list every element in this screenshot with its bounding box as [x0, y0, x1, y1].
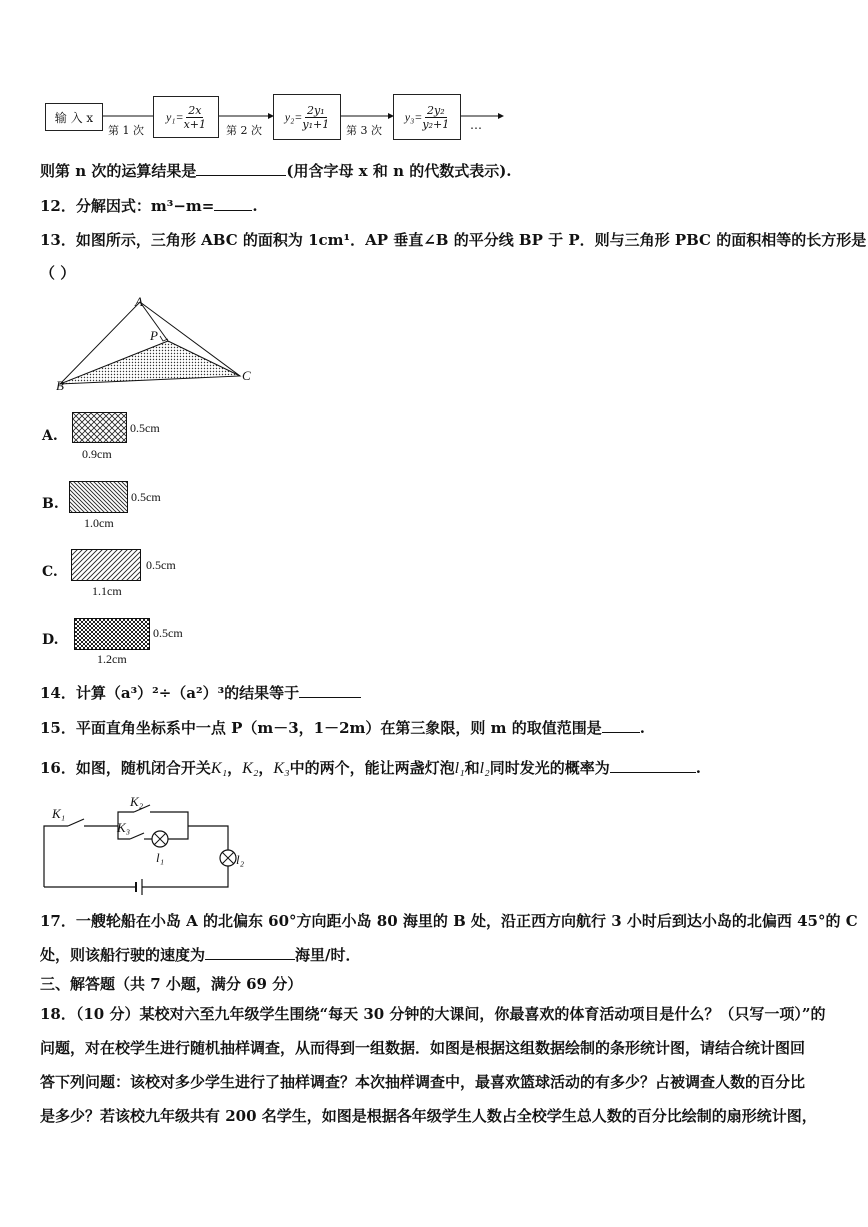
step-3-label: 第 3 次	[346, 124, 382, 137]
q15-answer-blank[interactable]	[602, 732, 640, 733]
input-label: 输 入 x	[54, 110, 94, 125]
circuit-l1-label: l₁	[156, 850, 165, 865]
q16-mid: 中的两个，能让两盏灯泡	[289, 759, 455, 777]
y2-fraction	[302, 104, 329, 131]
option-d-rect	[74, 618, 150, 650]
q16-sep2: ，	[258, 759, 274, 777]
q18-line-2	[40, 1037, 805, 1058]
q16-k3: K₃	[273, 760, 290, 777]
q13-text: 13．如图所示，三角形 ABC 的面积为 1cm¹．AP 垂直∠B 的平分线 BP 于 P．则与三角形 PBC 的面积相等的长方形是	[40, 231, 867, 249]
q16-post: 同时发光的概率为	[489, 759, 610, 777]
q14-line	[40, 682, 361, 703]
q18-text-3: 答下列问题：该校对多少学生进行了抽样调查？本次抽样调查中，最喜欢篮球活动的有多少？占被调查人数的百分比	[40, 1073, 806, 1091]
q13-line	[40, 229, 866, 250]
y1-lhs: y₁=	[165, 109, 184, 124]
q11-prefix: 则第 n 次的运算结果是	[40, 162, 197, 180]
q16-l1: l₁	[454, 760, 465, 777]
option-d-width: 1.2cm	[97, 652, 127, 666]
vertex-p-label: P	[150, 328, 158, 343]
q14-answer-blank[interactable]	[299, 697, 361, 698]
circuit-k2-label: K₂	[130, 794, 144, 809]
q17-text-2-pre: 处，则该船行驶的速度为	[40, 946, 206, 964]
q12-end: .	[252, 197, 258, 215]
y3-denominator: y₂+1	[422, 117, 450, 131]
circuit-diagram	[40, 795, 255, 895]
q16-and: 和	[464, 759, 480, 777]
q18-line-4	[40, 1105, 817, 1126]
y2-denominator: y₁+1	[302, 117, 330, 131]
vertex-c-label: C	[242, 368, 251, 383]
y1-fraction	[184, 104, 206, 131]
q18-text-1: 18．（10 分）某校对六至九年级学生围绕“每天 30 分钟的大课间，你最喜欢的体育活动项目是什么？（只写一项）”的	[40, 1005, 826, 1023]
option-b-rect	[69, 481, 128, 513]
input-box	[45, 103, 103, 131]
option-a-height: 0.5cm	[130, 421, 160, 435]
q13-paren: （ ）	[40, 264, 76, 282]
y1-box	[153, 96, 219, 138]
q18-line-3	[40, 1071, 805, 1092]
q16-k1: K₁	[210, 760, 228, 777]
step-1-label: 第 1 次	[108, 124, 144, 137]
y3-box	[393, 94, 461, 140]
option-c-rect	[71, 549, 141, 581]
triangle-figure	[50, 292, 270, 396]
q16-k2: K₂	[242, 760, 259, 777]
q16-answer-blank[interactable]	[610, 772, 696, 773]
vertex-b-label: B	[56, 378, 64, 393]
q17-text-1: 17．一艘轮船在小岛 A 的北偏东 60°方向距小岛 80 海里的 B 处，沿正西方向航行 3 小时后到达小岛的北偏西 45°的 C	[40, 912, 858, 930]
q11-suffix: (用含字母 x 和 n 的代数式表示).	[286, 162, 512, 180]
circuit-k1-label: K₁	[52, 806, 66, 821]
q17-text-2-post: 海里/时．	[295, 946, 361, 964]
option-a-letter: A.	[42, 428, 58, 444]
step-2-label: 第 2 次	[226, 124, 262, 137]
q15-line	[40, 717, 645, 738]
q17-line-1	[40, 910, 858, 931]
q14-text: 14．计算（a³）²÷（a²）³的结果等于	[40, 684, 300, 702]
section-3-title	[40, 973, 302, 994]
vertex-a-label: A	[135, 294, 143, 309]
y3-fraction	[422, 104, 449, 131]
q11-line	[40, 160, 512, 181]
option-c-height: 0.5cm	[146, 558, 176, 572]
option-b-width: 1.0cm	[84, 516, 114, 530]
y1-numerator: 2x	[188, 103, 202, 117]
option-c-letter: C.	[42, 564, 58, 580]
q12-text: 12．分解因式：m³−m=	[40, 197, 215, 215]
q16-sep1: ，	[227, 759, 243, 777]
q16-l2: l₂	[479, 760, 490, 777]
q15-text: 15．平面直角坐标系中一点 P（m－3，1－2m）在第三象限，则 m 的取值范围是	[40, 719, 602, 737]
section-3-title-text: 三、解答题（共 7 小题，满分 69 分）	[40, 975, 303, 993]
y2-numerator: 2y₁	[306, 103, 325, 117]
q12-line	[40, 195, 258, 216]
y1-denominator: x+1	[183, 117, 207, 131]
circuit-k3-label: K₃	[117, 820, 131, 835]
y2-box	[273, 94, 341, 140]
option-b-letter: B.	[42, 496, 59, 512]
q11-answer-blank[interactable]	[196, 175, 286, 176]
y3-lhs: y₃=	[404, 109, 423, 124]
q15-end: .	[639, 719, 645, 737]
option-d-letter: D.	[42, 632, 59, 648]
circuit-l2-label: l₂	[236, 852, 245, 867]
option-b-height: 0.5cm	[131, 490, 161, 504]
q18-text-4: 是多少？若该校九年级共有 200 名学生，如图是根据各年级学生人数占全校学生总人数的百分比绘制的扇形统计图，	[40, 1107, 817, 1125]
q13-paren-line	[40, 262, 75, 283]
q16-end: .	[695, 759, 701, 777]
y2-lhs: y₂=	[284, 109, 303, 124]
option-a-width: 0.9cm	[82, 447, 112, 461]
q17-line-2	[40, 944, 361, 965]
q12-answer-blank[interactable]	[214, 210, 252, 211]
q18-text-2: 问题，对在校学生进行随机抽样调查，从而得到一组数据．如图是根据这组数据绘制的条形统计图，请结合统计图回	[40, 1039, 806, 1057]
flow-ellipsis: …	[470, 118, 482, 132]
q16-pre: 16．如图，随机闭合开关	[40, 759, 211, 777]
option-d-height: 0.5cm	[153, 626, 183, 640]
y3-numerator: 2y₂	[426, 103, 445, 117]
option-c-width: 1.1cm	[92, 584, 122, 598]
q18-line-1	[40, 1003, 826, 1024]
q16-line	[40, 757, 701, 778]
q17-answer-blank[interactable]	[205, 959, 295, 960]
option-a-rect	[72, 412, 127, 443]
